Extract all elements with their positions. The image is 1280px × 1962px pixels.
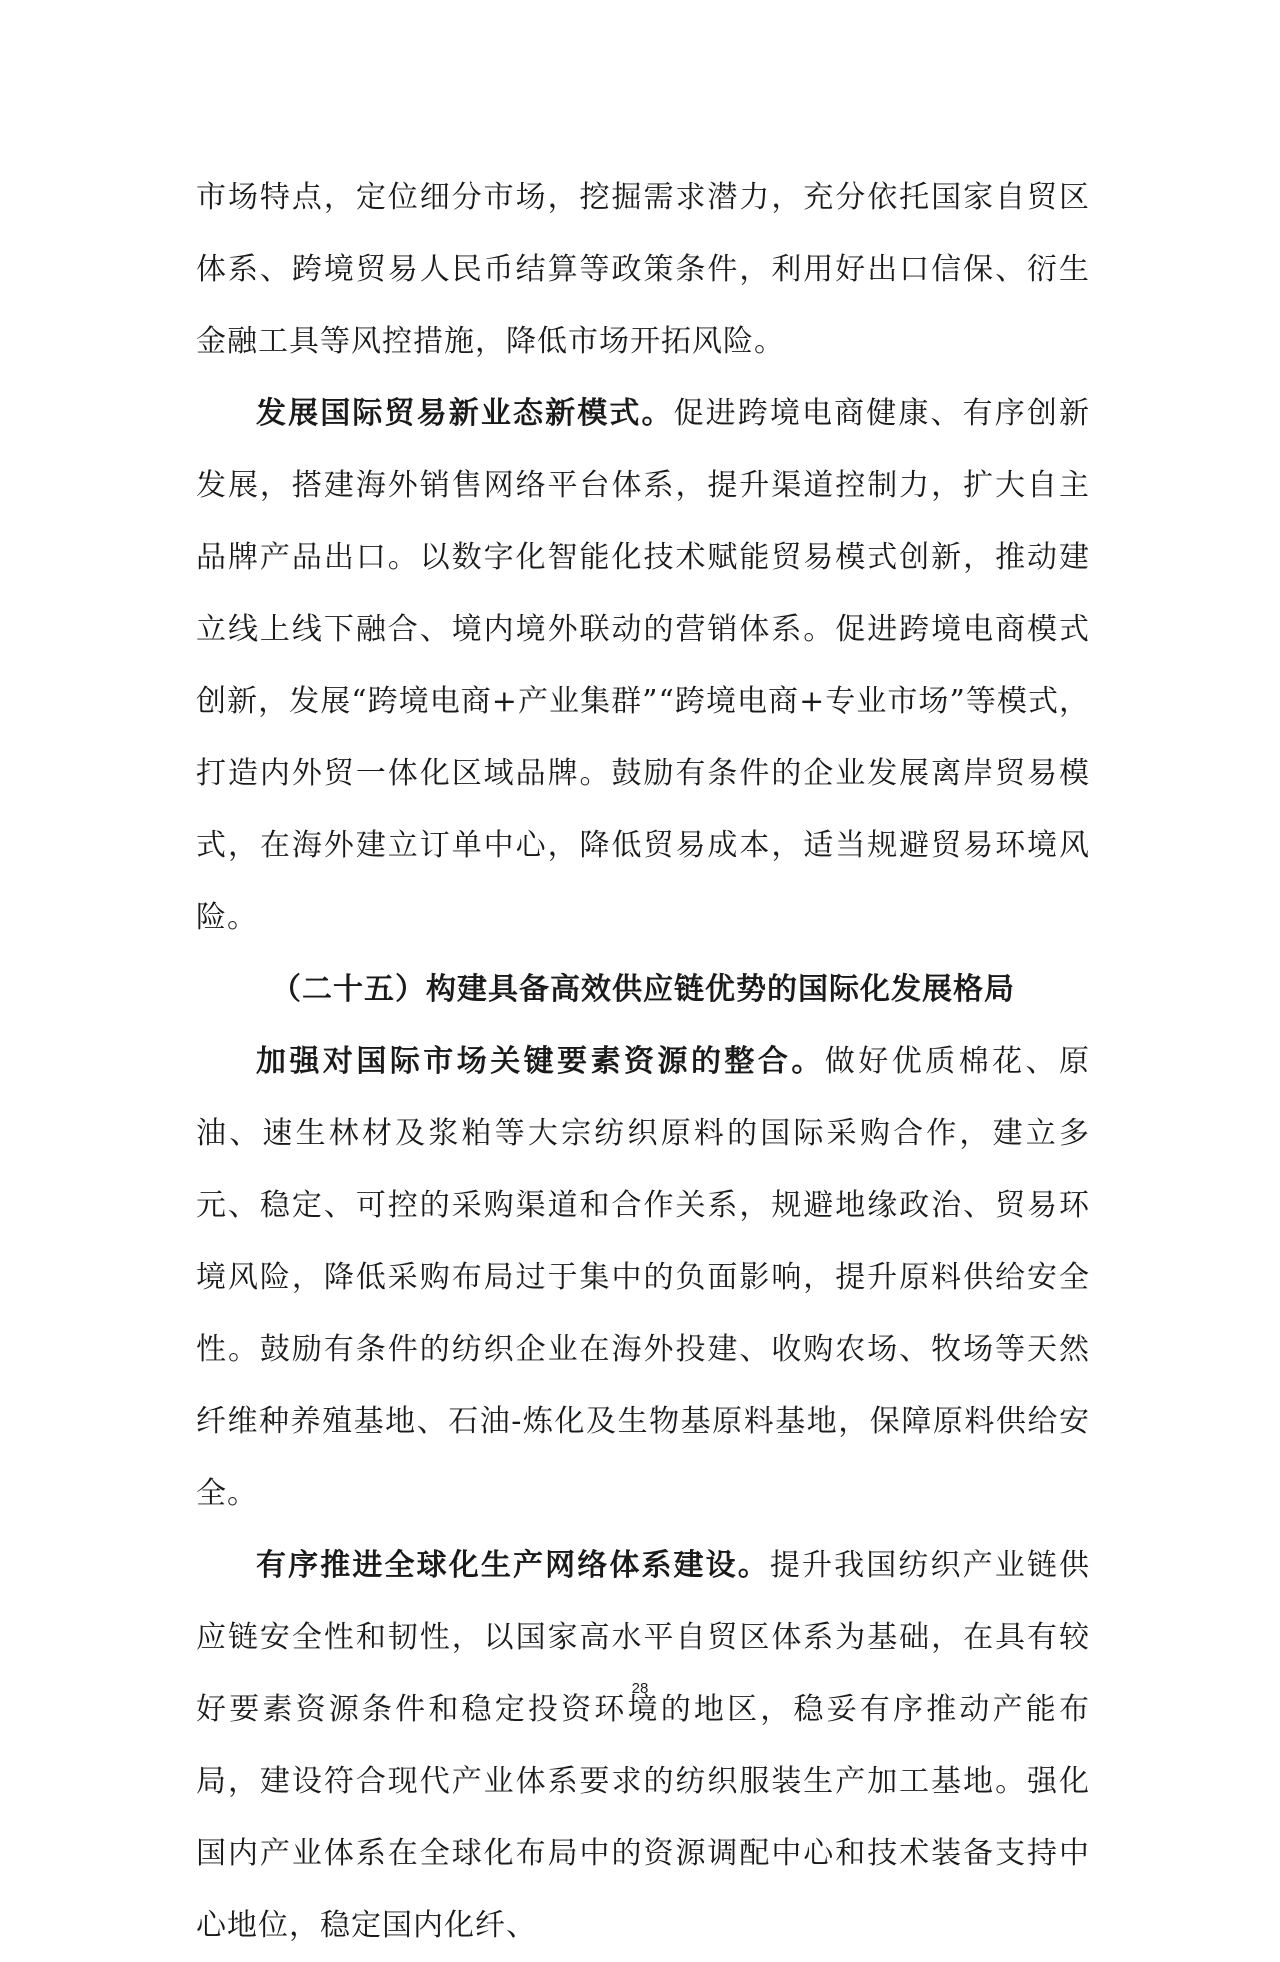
paragraph-lead: 有序推进全球化生产网络体系建设。 [256, 1548, 770, 1583]
paragraph-new-business-models [196, 378, 1090, 954]
paragraph-global-production-network [196, 1530, 1090, 1962]
paragraph-lead: 发展国际贸易新业态新模式。 [256, 396, 674, 431]
section-heading: （二十五）构建具备高效供应链优势的国际化发展格局 [271, 972, 1015, 1007]
paragraph-text: 促进跨境电商健康、有序创新发展，搭建海外销售网络平台体系，提升渠道控制力，扩大自主品牌产品出口。以数字化智能化技术赋能贸易模式创新，推动建立线上线下融合、境内境外联动的营销体系。促进跨境电商模式创新，发展“跨境电商+产业集群”“跨境电商+专业市场”等模式，打造内外贸一体化区域品牌。鼓励有条件的企业发展离岸贸易模式，在海外建立订单中心，降低贸易成本，适当规避贸易环境风险。 [196, 396, 1091, 935]
paragraph-resource-integration [196, 1026, 1090, 1530]
paragraph-lead: 加强对国际市场关键要素资源的整合。 [256, 1044, 825, 1079]
paragraph-text: 做好优质棉花、原油、速生林材及浆粕等大宗纺织原料的国际采购合作，建立多元、稳定、可控的采购渠道和合作关系，规避地缘政治、贸易环境风险，降低采购布局过于集中的负面影响，提升原料供给安全性。鼓励有条件的纺织企业在海外投建、收购农场、牧场等天然纤维种养殖基地、石油-炼化及生物基原料基地，保障原料供给安全。 [196, 1044, 1091, 1511]
page-number: 28 [631, 1680, 649, 1697]
paragraph-text: 市场特点，定位细分市场，挖掘需求潜力，充分依托国家自贸区体系、跨境贸易人民币结算等政策条件，利用好出口信保、衍生金融工具等风控措施，降低市场开拓风险。 [196, 180, 1090, 359]
paragraph-text: 提升我国纺织产业链供应链安全性和韧性，以国家高水平自贸区体系为基础，在具有较好要素资源条件和稳定投资环境的地区，稳妥有序推动产能布局，建设符合现代产业体系要求的纺织服装生产加工基地。强化国内产业体系在全球化布局中的资源调配中心和技术装备支持中心地位，稳定国内化纤、 [196, 1548, 1091, 1943]
paragraph-continuation [196, 162, 1090, 378]
